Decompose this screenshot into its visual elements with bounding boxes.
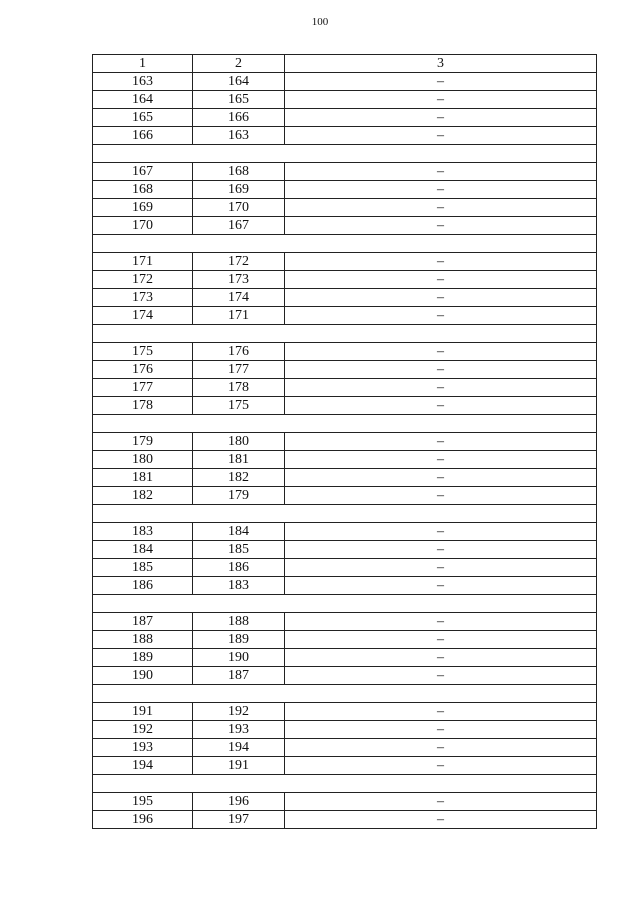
table-row: [93, 397, 597, 415]
table-cell-col-3: –: [285, 631, 597, 649]
table-row: [93, 73, 597, 91]
table-cell-col-3: –: [285, 739, 597, 757]
table-row: [93, 343, 597, 361]
table-cell-col-1: 182: [93, 487, 193, 505]
table-cell-col-1: 191: [93, 703, 193, 721]
table-cell-col-2: 179: [193, 487, 285, 505]
table-cell-col-1: 179: [93, 433, 193, 451]
group-separator-row: [93, 595, 597, 613]
table-cell-col-3: –: [285, 253, 597, 271]
table-cell-col-1: 165: [93, 109, 193, 127]
table-cell-col-2: 172: [193, 253, 285, 271]
table-row: [93, 523, 597, 541]
table-cell-col-1: 163: [93, 73, 193, 91]
table-cell-col-2: 168: [193, 163, 285, 181]
table-cell-col-3: –: [285, 127, 597, 145]
table-row: [93, 703, 597, 721]
table-cell-col-1: 174: [93, 307, 193, 325]
table-cell-col-1: 170: [93, 217, 193, 235]
table-cell-col-3: –: [285, 793, 597, 811]
table-cell-col-2: 171: [193, 307, 285, 325]
table-cell-col-2: 191: [193, 757, 285, 775]
table-cell-col-2: 181: [193, 451, 285, 469]
table-cell-col-1: 173: [93, 289, 193, 307]
table-row: [93, 631, 597, 649]
table-row: [93, 469, 597, 487]
table-cell-col-2: 169: [193, 181, 285, 199]
table-cell-col-3: –: [285, 487, 597, 505]
table-cell-col-3: –: [285, 469, 597, 487]
table-cell-col-3: –: [285, 703, 597, 721]
table-cell-col-1: 172: [93, 271, 193, 289]
table-row: [93, 307, 597, 325]
table-cell-col-1: 167: [93, 163, 193, 181]
table-row: [93, 811, 597, 829]
table-row: [93, 289, 597, 307]
group-separator-cell: [93, 595, 597, 613]
table-row: [93, 379, 597, 397]
data-table: [92, 54, 597, 829]
table-cell-col-2: 188: [193, 613, 285, 631]
table-row: [93, 541, 597, 559]
group-separator-row: [93, 685, 597, 703]
table-row: [93, 667, 597, 685]
column-header-1: 1: [93, 55, 193, 73]
table-cell-col-1: 186: [93, 577, 193, 595]
table-cell-col-2: 167: [193, 217, 285, 235]
table-cell-col-1: 164: [93, 91, 193, 109]
table-cell-col-2: 183: [193, 577, 285, 595]
table-cell-col-2: 165: [193, 91, 285, 109]
group-separator-cell: [93, 775, 597, 793]
table-cell-col-2: 175: [193, 397, 285, 415]
table-cell-col-1: 192: [93, 721, 193, 739]
table-cell-col-3: –: [285, 379, 597, 397]
group-separator-row: [93, 325, 597, 343]
table-cell-col-2: 164: [193, 73, 285, 91]
table-cell-col-1: 168: [93, 181, 193, 199]
table-cell-col-1: 196: [93, 811, 193, 829]
table-cell-col-2: 176: [193, 343, 285, 361]
group-separator-row: [93, 415, 597, 433]
group-separator-cell: [93, 325, 597, 343]
table-cell-col-3: –: [285, 523, 597, 541]
table-cell-col-3: –: [285, 811, 597, 829]
table-row: [93, 739, 597, 757]
group-separator-row: [93, 775, 597, 793]
table-row: [93, 91, 597, 109]
table-cell-col-3: –: [285, 397, 597, 415]
column-header-2: 2: [193, 55, 285, 73]
table-cell-col-2: 193: [193, 721, 285, 739]
table-cell-col-3: –: [285, 577, 597, 595]
table-cell-col-2: 177: [193, 361, 285, 379]
table-row: [93, 577, 597, 595]
group-separator-cell: [93, 685, 597, 703]
table-cell-col-2: 173: [193, 271, 285, 289]
table-row: [93, 181, 597, 199]
table-cell-col-2: 178: [193, 379, 285, 397]
table-body: [93, 55, 597, 829]
table-cell-col-1: 166: [93, 127, 193, 145]
table-cell-col-3: –: [285, 289, 597, 307]
table-row: [93, 721, 597, 739]
table-cell-col-2: 166: [193, 109, 285, 127]
table-cell-col-2: 197: [193, 811, 285, 829]
table-cell-col-1: 184: [93, 541, 193, 559]
table-cell-col-2: 170: [193, 199, 285, 217]
table-cell-col-3: –: [285, 181, 597, 199]
table-cell-col-1: 183: [93, 523, 193, 541]
group-separator-cell: [93, 415, 597, 433]
table-cell-col-2: 189: [193, 631, 285, 649]
table-row: [93, 793, 597, 811]
table-cell-col-1: 188: [93, 631, 193, 649]
group-separator-row: [93, 145, 597, 163]
page-number: 100: [311, 16, 329, 28]
table-row: [93, 271, 597, 289]
table-cell-col-2: 180: [193, 433, 285, 451]
table-cell-col-1: 175: [93, 343, 193, 361]
table-row: [93, 451, 597, 469]
table-cell-col-3: –: [285, 757, 597, 775]
table-cell-col-2: 194: [193, 739, 285, 757]
group-separator-cell: [93, 235, 597, 253]
table-cell-col-1: 190: [93, 667, 193, 685]
table-cell-col-1: 194: [93, 757, 193, 775]
table-cell-col-1: 177: [93, 379, 193, 397]
table-cell-col-2: 186: [193, 559, 285, 577]
table-row: [93, 199, 597, 217]
table-cell-col-2: 182: [193, 469, 285, 487]
table-cell-col-3: –: [285, 433, 597, 451]
table-cell-col-2: 187: [193, 667, 285, 685]
table-cell-col-2: 190: [193, 649, 285, 667]
table-row: [93, 559, 597, 577]
table-cell-col-1: 189: [93, 649, 193, 667]
table-row: [93, 217, 597, 235]
table-cell-col-3: –: [285, 451, 597, 469]
table-cell-col-3: –: [285, 109, 597, 127]
table-cell-col-1: 180: [93, 451, 193, 469]
table-cell-col-1: 193: [93, 739, 193, 757]
column-header-3: 3: [285, 55, 597, 73]
table-row: [93, 127, 597, 145]
table-cell-col-3: –: [285, 613, 597, 631]
table-cell-col-1: 178: [93, 397, 193, 415]
table-cell-col-1: 171: [93, 253, 193, 271]
table-cell-col-2: 192: [193, 703, 285, 721]
table-cell-col-3: –: [285, 271, 597, 289]
table-cell-col-3: –: [285, 163, 597, 181]
table-cell-col-1: 181: [93, 469, 193, 487]
table-cell-col-1: 195: [93, 793, 193, 811]
table-row: [93, 433, 597, 451]
table-cell-col-3: –: [285, 73, 597, 91]
table-cell-col-2: 184: [193, 523, 285, 541]
table-row: [93, 253, 597, 271]
table-row: [93, 109, 597, 127]
group-separator-row: [93, 505, 597, 523]
table-cell-col-1: 169: [93, 199, 193, 217]
table-header-row: [93, 55, 597, 73]
table-row: [93, 649, 597, 667]
table-cell-col-3: –: [285, 91, 597, 109]
table-row: [93, 487, 597, 505]
table-cell-col-3: –: [285, 559, 597, 577]
table-cell-col-3: –: [285, 343, 597, 361]
table-cell-col-3: –: [285, 541, 597, 559]
group-separator-row: [93, 235, 597, 253]
group-separator-cell: [93, 145, 597, 163]
table-row: [93, 613, 597, 631]
table-cell-col-3: –: [285, 307, 597, 325]
table-cell-col-3: –: [285, 217, 597, 235]
table-cell-col-2: 174: [193, 289, 285, 307]
table-row: [93, 163, 597, 181]
table-cell-col-3: –: [285, 199, 597, 217]
table-cell-col-1: 185: [93, 559, 193, 577]
table-cell-col-2: 185: [193, 541, 285, 559]
table-cell-col-2: 196: [193, 793, 285, 811]
table-cell-col-3: –: [285, 361, 597, 379]
table-cell-col-3: –: [285, 667, 597, 685]
table-cell-col-1: 187: [93, 613, 193, 631]
table-row: [93, 757, 597, 775]
table-cell-col-3: –: [285, 649, 597, 667]
table-cell-col-2: 163: [193, 127, 285, 145]
group-separator-cell: [93, 505, 597, 523]
table-cell-col-1: 176: [93, 361, 193, 379]
table-row: [93, 361, 597, 379]
table-cell-col-3: –: [285, 721, 597, 739]
